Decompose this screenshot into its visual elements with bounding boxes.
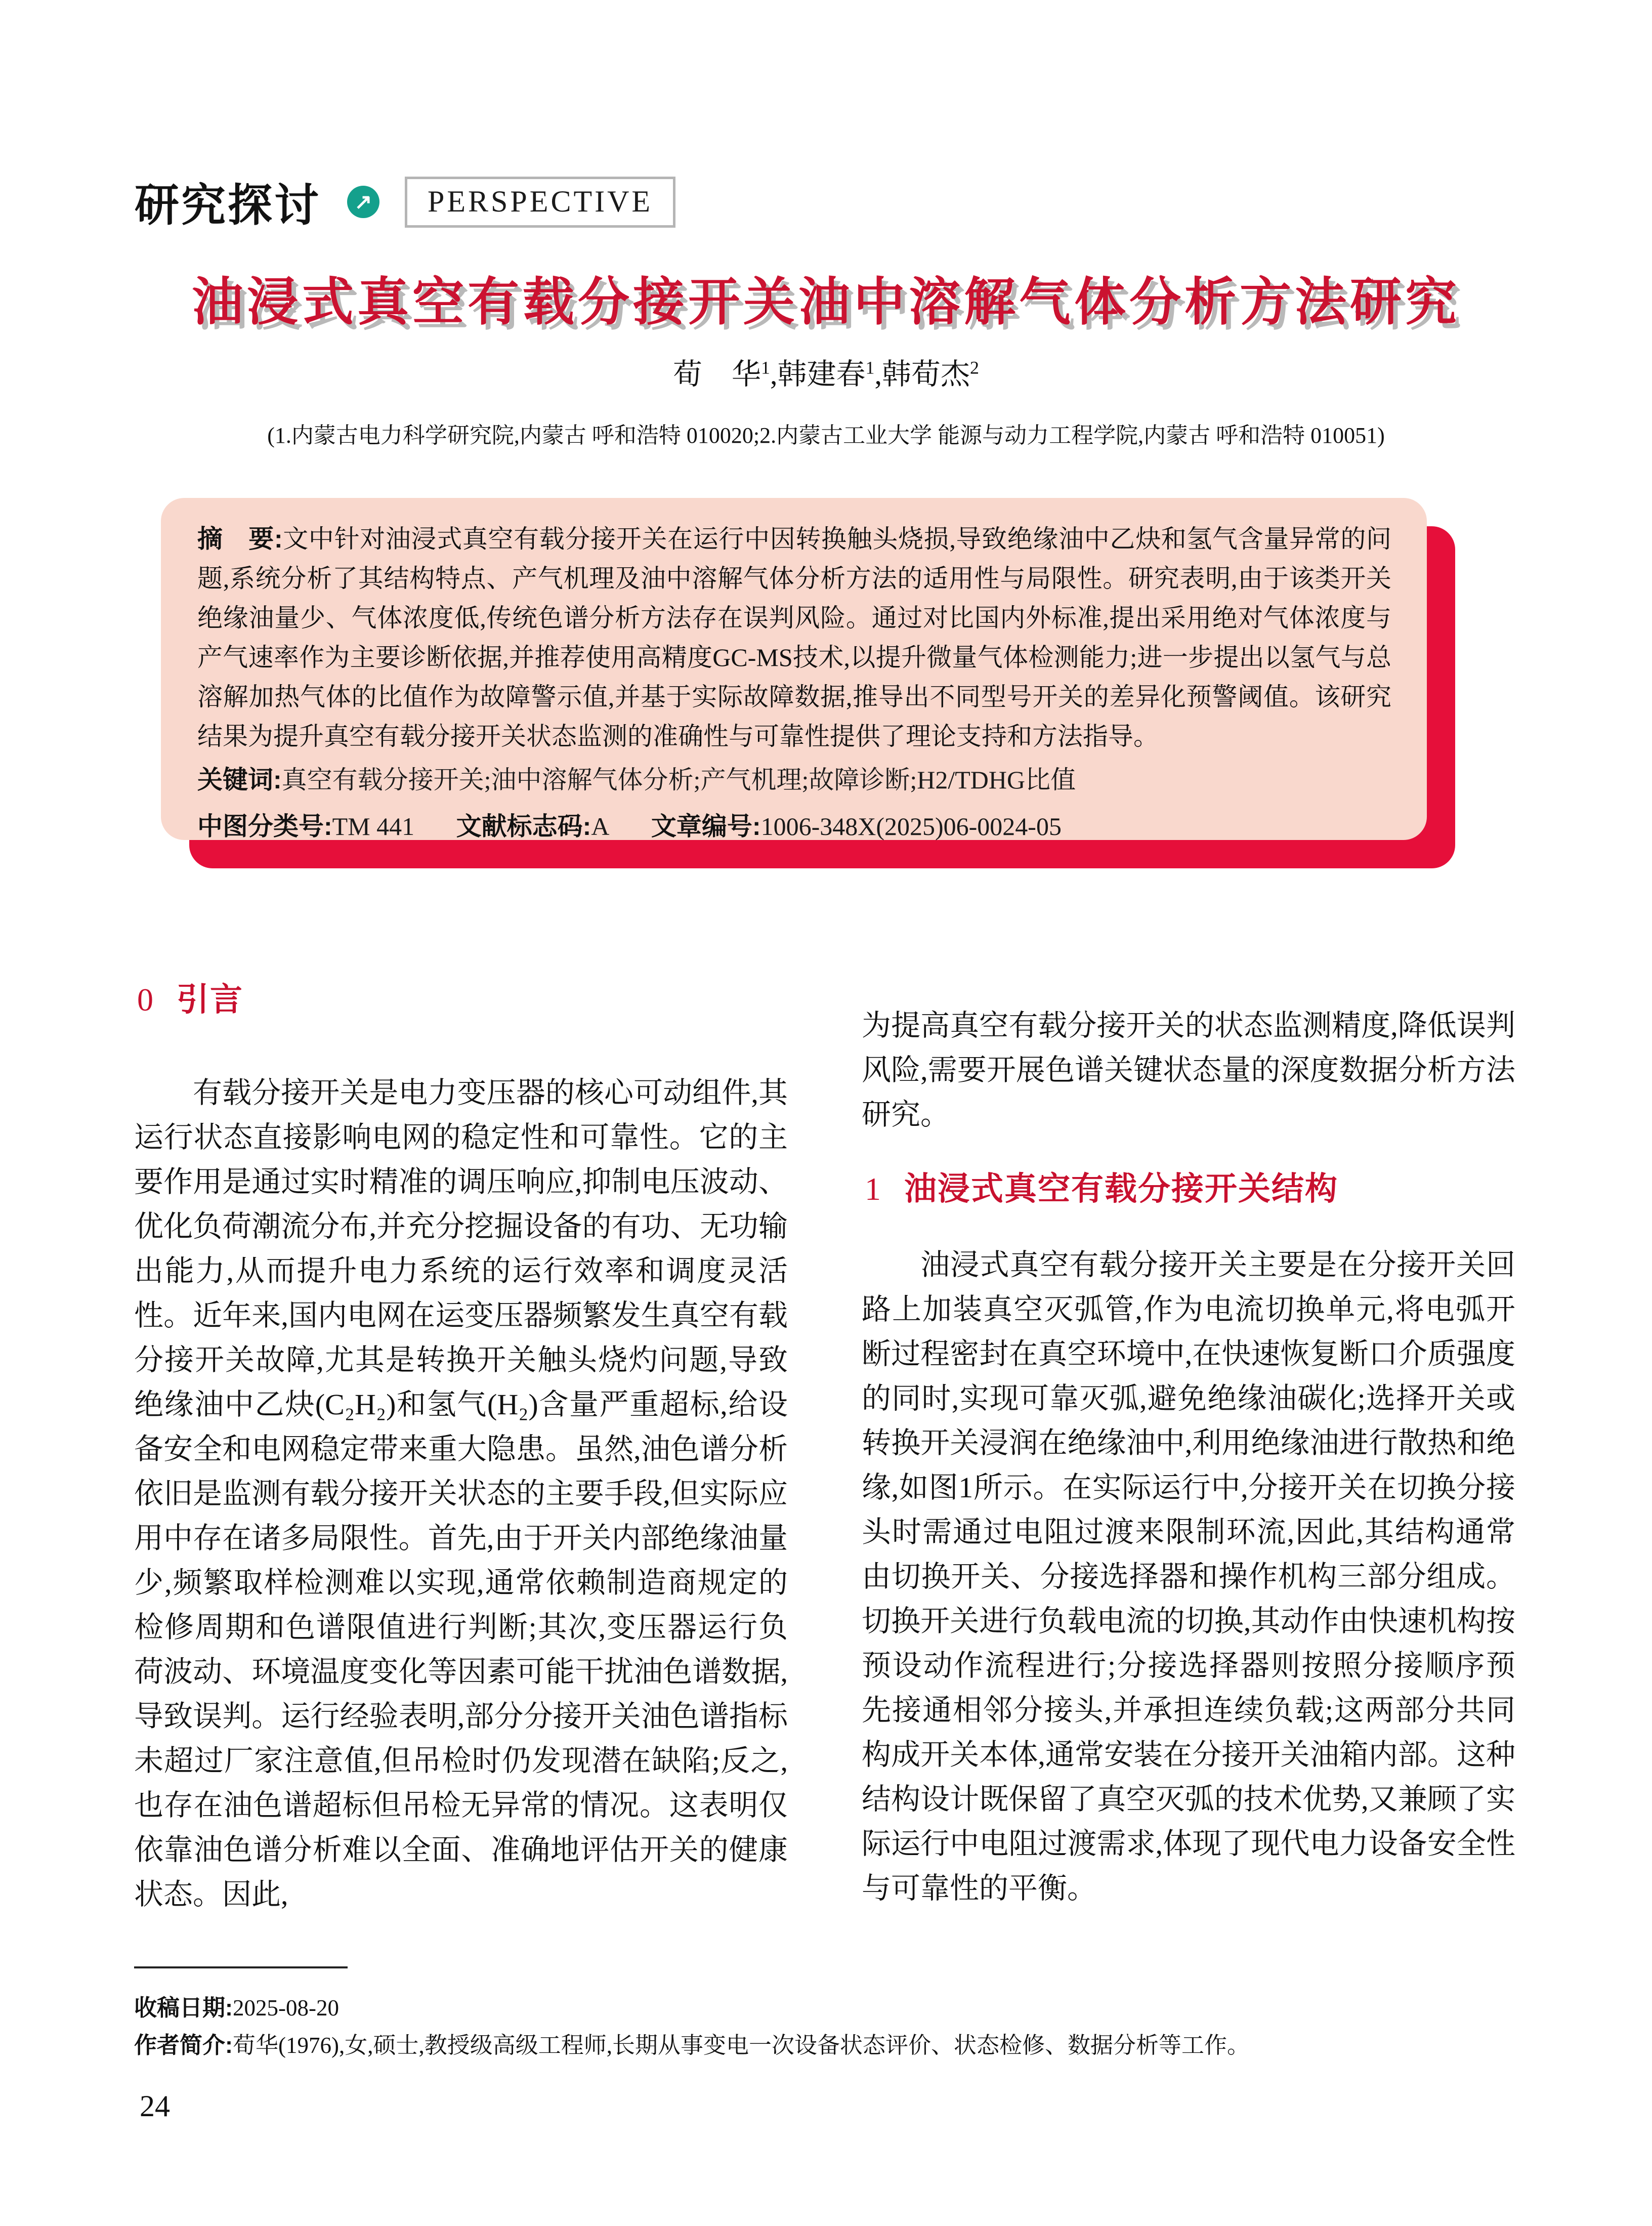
doc-code-value: A (591, 812, 610, 841)
page-number: 24 (140, 2089, 170, 2123)
abstract-card (161, 498, 1427, 840)
section1-paragraph: 油浸式真空有载分接开关主要是在分接开关回路上加装真空灭弧管,作为电流切换单元,将电弧开断过程密封在真空环境中,在快速恢复断口介质强度的同时,实现可靠灭弧,避免绝缘油碳化;选择开关或转换开关浸润在绝缘油中,利用绝缘油进行散热和绝缘,如图1所示。在实际运行中,分接开关在切换分接头时需通过电阻过渡来限制环流,因此,其结构通常由切换开关、分接选择器和操作机构三部分组成。切换开关进行负载电流的切换,其动作由快速机构按预设动作流程进行;分接选择器则按照分接顺序预先接通相邻分接头,并承担连续负载;这两部分共同构成开关本体,通常安装在分接开关油箱内部。这种结构设计既保留了真空灭弧的技术优势,又兼顾了实际运行中电阻过渡需求,体现了现代电力设备安全性与可靠性的平衡。 (862, 1248, 1515, 1905)
column-right (862, 974, 1515, 1911)
journal-column-name: 研究探讨 (135, 180, 321, 230)
keywords-line (197, 760, 1391, 800)
received-date-label: 收稿日期: (134, 1995, 233, 2021)
clc-segment (197, 812, 414, 841)
author-name: 荀 华 (672, 358, 761, 391)
section-heading-intro (137, 977, 788, 1022)
article-title: 油浸式真空有载分接开关油中溶解气体分析方法研究 (192, 273, 1460, 331)
footnote-rule (134, 1966, 348, 1968)
article-id-label: 文章编号: (651, 812, 761, 841)
article-id-value: 1006-348X(2025)06-0024-05 (760, 812, 1062, 841)
arrow-up-right-icon: ↗ (354, 190, 372, 214)
doc-code-label: 文献标志码: (456, 812, 591, 841)
author-bio-line (134, 2030, 1250, 2061)
author-separator: , (770, 358, 778, 391)
author-affiliation-sup: 1 (760, 357, 770, 378)
doc-code-segment (456, 812, 610, 841)
arrow-badge (347, 186, 379, 218)
author-name: 韩荀杰 (882, 358, 970, 391)
keywords-text: 真空有载分接开关;油中溶解气体分析;产气机理;故障诊断;H2/TDHG比值 (281, 766, 1076, 794)
section-title: 油浸式真空有载分接开关结构 (904, 1170, 1338, 1207)
author-affiliation-sup: 2 (970, 357, 980, 378)
clc-label: 中图分类号: (197, 812, 332, 841)
section-number: 0 (137, 982, 153, 1018)
author-bio-value: 荀华(1976),女,硕士,教授级高级工程师,长期从事变电一次设备状态评价、状态检修、数据分析等工作。 (233, 2033, 1250, 2058)
received-date-line (134, 1993, 1250, 2023)
column-left (134, 974, 788, 1917)
received-date-value: 2025-08-20 (233, 1995, 339, 2021)
article-id-segment (651, 812, 1062, 841)
abstract-paragraph (197, 519, 1391, 756)
affiliation: (1.内蒙古电力科学研究院,内蒙古 呼和浩特 010020;2.内蒙古工业大学 能源与动力工程学院,内蒙古 呼和浩特 010051) (267, 423, 1385, 448)
author-affiliation-sup: 1 (865, 357, 875, 378)
abstract-text: 文中针对油浸式真空有载分接开关在运行中因转换触头烧损,导致绝缘油中乙炔和氢气含量异常的问题,系统分析了其结构特点、产气机理及油中溶解气体分析方法的适用性与局限性。研究表明,由于该类开关绝缘油量少、气体浓度低,传统色谱分析方法存在误判风险。通过对比国内外标准,提出采用绝对气体浓度与产气速率作为主要诊断依据,并推荐使用高精度GC-MS技术,以提升微量气体检测能力;进一步提出以氢气与总溶解加热气体的比值作为故障警示值,并基于实际故障数据,推导出不同型号开关的差异化预警阈值。该研究结果为提升真空有载分接开关状态监测的准确性与可靠性提供了理论支持和方法指导。 (197, 525, 1391, 750)
abstract-label: 摘 要: (197, 525, 283, 553)
section-title: 引言 (177, 981, 243, 1018)
authors-line (0, 350, 1652, 393)
section-heading-structure (865, 1166, 1515, 1211)
intro-paragraph: 有载分接开关是电力变压器的核心可动组件,其运行状态直接影响电网的稳定性和可靠性。它的主要作用是通过实时精准的调压响应,抑制电压波动、优化负荷潮流分布,并充分挖掘设备的有功、无功输出能力,从而提升电力系统的运行效率和调度灵活性。近年来,国内电网在运变压器频繁发生真空有载分接开关故障,尤其是转换开关触头烧灼问题,导致绝缘油中乙炔(C₂H₂)和氢气(H₂)含量严重超标,给设备安全和电网稳定带来重大隐患。虽然,油色谱分析依旧是监测有载分接开关状态的主要手段,但实际应用中存在诸多局限性。首先,由于开关内部绝缘油量少,频繁取样检测难以实现,通常依赖制造商规定的检修周期和色谱限值进行判断;其次,变压器运行负荷波动、环境温度变化等因素可能干扰油色谱数据,导致误判。运行经验表明,部分分接开关油色谱指标未超过厂家注意值,但吊检时仍发现潜在缺陷;反之,也存在油色谱超标但吊检无异常的情况。这表明仅依靠油色谱分析难以全面、准确地评估开关的健康状态。因此, (134, 1076, 788, 1911)
author-bio-label: 作者简介: (134, 2032, 233, 2058)
classification-line (197, 807, 1391, 846)
category-label: PERSPECTIVE (428, 184, 653, 218)
continuation-paragraph: 为提高真空有载分接开关的状态监测精度,降低误判风险,需要开展色谱关键状态量的深度数据分析方法研究。 (862, 1009, 1515, 1131)
author-name: 韩建春 (777, 358, 866, 391)
keywords-label: 关键词: (197, 766, 282, 794)
clc-value: TM 441 (332, 812, 415, 841)
author-separator: , (874, 358, 882, 391)
page-header (135, 170, 675, 234)
section-number: 1 (865, 1171, 881, 1207)
footer-block (134, 1993, 1250, 2068)
category-box (405, 177, 675, 228)
